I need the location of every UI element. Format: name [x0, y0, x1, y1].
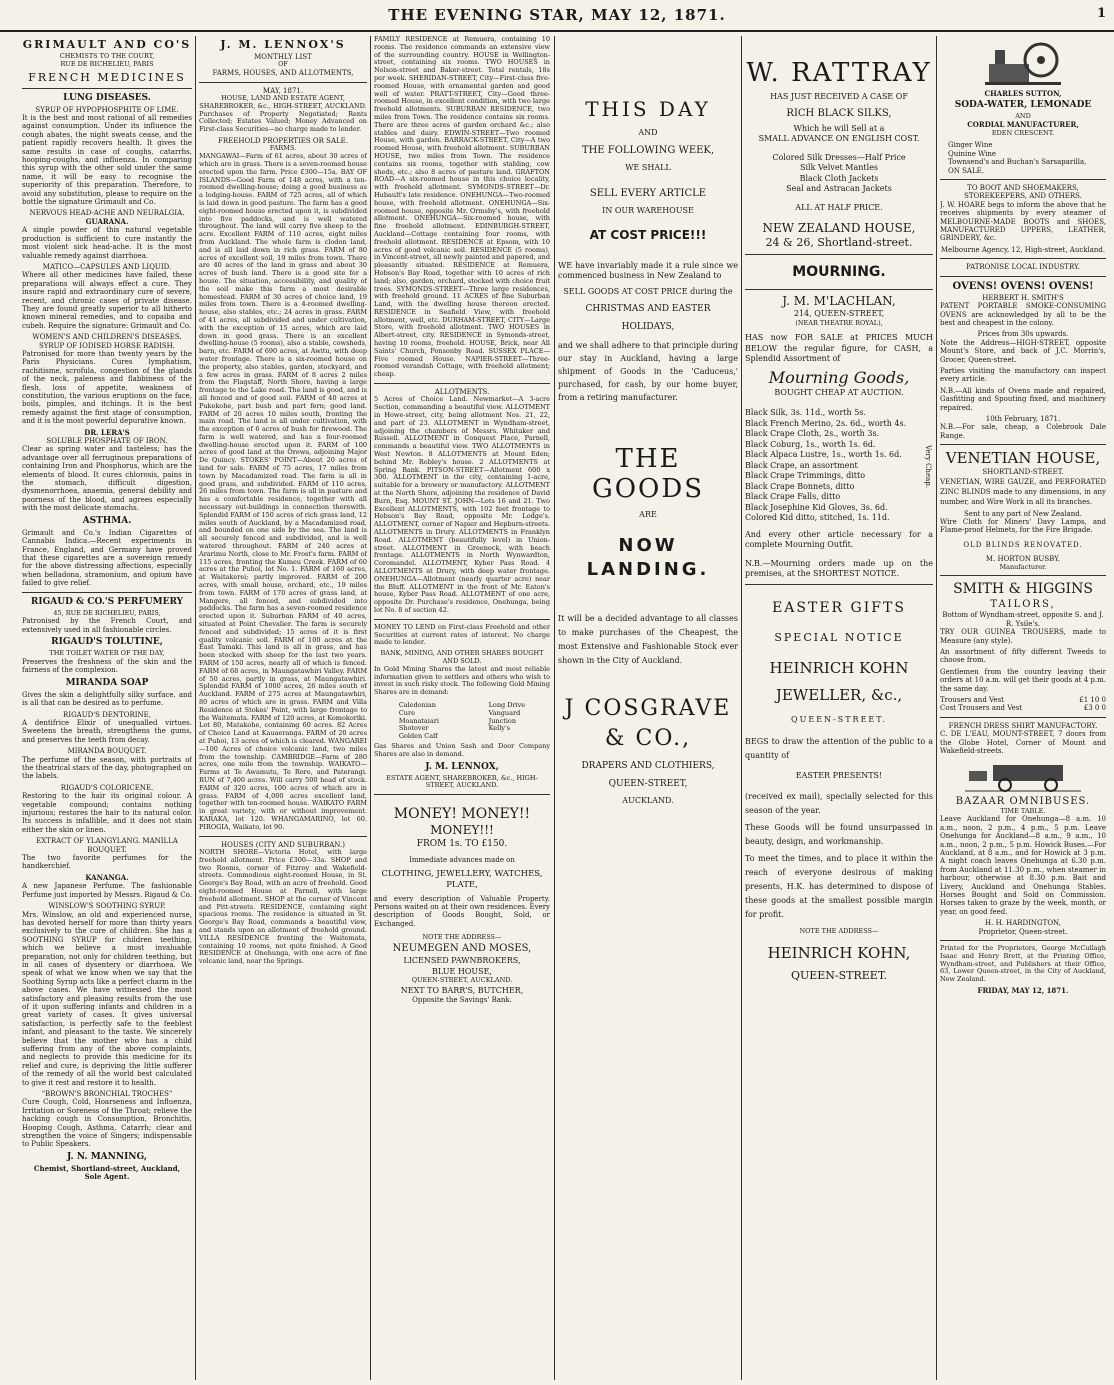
now-landing: NOW LANDING. — [586, 535, 710, 580]
cosgrave-auckland: AUCKLAND. — [622, 796, 674, 805]
following-week: THE FOLLOWING WEEK, — [581, 145, 715, 156]
ovens-head: OVENS! OVENS! OVENS! — [952, 280, 1094, 292]
lennox-agency: HOUSE, LAND AND ESTATE AGENT, SHAREBROKER, &c., HIGH-STREET, AUCKLAND. — [199, 94, 367, 110]
money-lend-text: MONEY TO LEND on First-class Freehold and other Securities at current rates of interest. No charge made to lender. — [374, 622, 550, 647]
price-row — [940, 696, 1106, 704]
patronise: PATRONISE LOCAL INDUSTRY. — [966, 263, 1080, 272]
price-row — [940, 704, 1106, 712]
footer-date: FRIDAY, MAY 12, 1871. — [977, 985, 1069, 995]
mourning-item: Black Crape Falls, ditto — [745, 492, 841, 502]
matico-head: MATICO—CAPSULES AND LIQUID. — [42, 262, 172, 271]
french-head: FRENCH DRESS SHIRT MANUFACTORY. — [948, 721, 1098, 730]
printed-text: Printed for the Proprietors, George McCullagh Isaac and Henry Brett, at the Printing Office, Wyndham-street, and Publishers at their Office, 63, Lower Queen-street, in the City of Auckland, New Zealand. — [940, 944, 1106, 984]
allotments-head: ALLOTMENTS. — [434, 388, 490, 397]
masthead-title: THE EVENING STAR, MAY 12, 1871. — [388, 6, 726, 24]
houses-head: HOUSES (CITY AND SUBURBAN.) — [221, 840, 345, 849]
matico-text: Where all other medicines have failed, these preparations will always effect a cure. They insure rapid and extraordinary cure of severe, recent, and chronic cases of private disease. They are found greatly superior to all hitherto known mineral remedies, and to copaiba and cubeb. Require the signature: Grimault and Co. — [22, 271, 192, 330]
mclachlan-addr: 214, QUEEN-STREET, — [793, 309, 885, 318]
toil-head: RIGAUD'S TOLUTINE, — [51, 637, 163, 648]
mourning-item: Black Crape Trimmings, ditto — [745, 471, 866, 481]
venetian-text: VENETIAN, WIRE GAUZE, and PERFORATED ZINC BLINDS made to any dimensions, in any number, and Wire Work in all its branches. — [940, 477, 1106, 506]
neumegen-name: NEUMEGEN AND MOSES, — [392, 942, 532, 954]
share-item: Moanataiari — [398, 716, 439, 725]
cordial: CORDIAL MANUFACTURER, — [967, 120, 1079, 130]
nz-house: NEW ZEALAND HOUSE, — [762, 221, 916, 235]
mourning-end: And every other article necessary for a complete Mourning Outfit. — [745, 529, 933, 550]
share-item: Cure — [398, 708, 415, 717]
drinks-list — [948, 141, 1098, 175]
mclachlan-name: J. M. M'LACHLAN, — [782, 294, 896, 308]
price-value: £3 0 0 — [1083, 704, 1106, 713]
price-item: Trousers and Vest — [940, 696, 1004, 705]
rattray-items — [745, 153, 933, 195]
sutton-name: CHARLES SUTTON, — [984, 89, 1062, 98]
page-number: 1 — [1096, 6, 1106, 21]
dento-head: RIGAUD'S DENTORINE, — [63, 710, 151, 719]
soda-water: SODA-WATER, LEMONADE — [954, 100, 1092, 111]
women-text: Patronised for more than twenty years by the Paris Physicians. Cures lymphatism, rachitisme, scrofula, congestion of the glands of the neck, paleness and flabbiness of the flesh, loss of appetite, weakness of constitution, the various eruptions on the face, boils, pimples, and itchings. It is the best remedy against the first stage of consumption, and it is the most powerful depurative known. — [22, 349, 192, 426]
lennox-title: J. M. LENNOX'S — [220, 38, 346, 51]
winslow-head: WINSLOW'S SOOTHING SYRUP. — [48, 902, 166, 911]
tailors: TAILORS, — [990, 599, 1056, 611]
grimault-addr: RUE DE RICHELIEU, PARIS — [60, 59, 154, 68]
houses-text: NORTH SHORE—Victoria Hotel, with large freehold allotment. Price £300—33a. SHOP and two Rooms, corner of Fitzroy and Wakefield-streets. Commodious eight-roomed House, in St. George's Bay Road, with an acre of freehold. Good eight-roomed House at Parnell, with large freehold allotment. SHOP at the corner of Vincent and Pitt-streets. RESIDENCE, containing eight spacious rooms. The residence is situated in St. George's Bay Road, commands a beautiful view, and stands upon an allotment of freehold ground. VILLA RESIDENCE fronting the Waitemata, containing 10 rooms, not quite finished. A Good RESIDENCE at Onehunga, with one acre of fine volcanic land, near the Springs. — [199, 847, 367, 966]
busby-name: M. HORTON BUSBY, — [985, 555, 1061, 564]
manning-name: J. N. MANNING, — [66, 1151, 148, 1162]
small-advance: SMALL ADVANCE ON ENGLISH COST. — [758, 134, 920, 143]
price-item: Cost Trousers and Vest — [940, 704, 1023, 713]
kohn-text3: These Goods will be found unsurpassed in beauty, design, and workmanship. — [745, 822, 933, 846]
smith-name: HERBERT H. SMITH'S — [982, 293, 1064, 302]
adhere-text: and we shall adhere to that principle during our stay in Auckland, having a large shipment of Goods in the 'Caduceus,' purchased, for cash, by our home buyer, from a retiring manufacturer. — [558, 341, 738, 402]
rattray-item: Silk Velvet Mantles — [799, 163, 879, 172]
lennox-sig: J. M. LENNOX, — [425, 761, 499, 772]
freehold-head: FREEHOLD PROPERTIES OR SALE. — [218, 137, 348, 145]
invariably-text: WE have invariably made it a rule since we commenced business in New Zealand to — [558, 261, 738, 280]
column-grimault — [22, 36, 192, 1380]
shares-list — [374, 700, 550, 743]
manning-sub: Chemist, Shortland-street, Auckland, — [33, 1163, 181, 1173]
cosgrave-queen: QUEEN-STREET, — [608, 779, 688, 789]
toil-sub: THE TOILET WATER OF THE DAY, — [49, 649, 165, 658]
rigaud-head: RIGAUD & CO.'S PERFUMERY — [30, 596, 184, 607]
mourning-list — [745, 408, 923, 524]
lennox-sub2: OF — [278, 60, 288, 69]
note-addr: Note the Address—HIGH-STREET, opposite Mount's Store, and back of J.C. Morrin's, Grocer, Queen-street. — [940, 338, 1106, 364]
kohn-note-addr: NOTE THE ADDRESS— — [799, 926, 879, 935]
column-lennox — [199, 36, 367, 1380]
harding-proprietor: Proprietor, Queen-street. — [978, 927, 1068, 936]
allotments-text: 5 Acres of Choice Land. Newmarket—A 3-acre Section, commanding a beautiful view. ALLOTMENT in Howe-street, city, being allotment Nos. 21, 22, and part of 23. ALLOTMENT in Wyndham-street, adjoining the chambers of Messrs. Whitaker and Russell. ALLOTMENT in Conquest Place, Parnell, commands a beautiful view. TWO ALLOTMENTS in West Newton. 8 ALLOTMENTS at Mount Eden; behind Mr. Robley's house. 2 ALLOTMENTS at Spring Bank. PITSON-STREET—Allotment 600 x 300. ALLOTMENT in the city, containing 1-acre, suitable for a brewery or manufactory. ALLOTMENT at the North Shore, adjoining the residence of David Burn, Esq. MOUNT ST. JOHN—Lots 16 and 21. Two Excellent ALLOTMENTS, with 102 feet frontage to Hobson's Bay Road, opposite Mr. Lodge's. ALLOTMENT, corner of Napier and Hepburn-streets. ALLOTMENTS in Drury. ALLOTMENTS in Franklyn Road. ALLOTMENT (beautifully level) in Union-street. ALLOTMENT in Greenock, with beach frontage. ALLOTMENTS in North Wynwardton, Coromandel. ALLOTMENT, Kyber Pass Road. 4 ALLOTMENTS at Drury, with deep water frontage. ONEHUNGA—Allotment (nearly quarter acre) near the Bluff. ALLOTMENT in the front of Mr. Eaton's house, Kyber Pass Road. ALLOTMENT of one acre, opposite Dr. Purchase's residence, Onehunga, being lot No. 8 of section 42. — [374, 395, 550, 614]
rattray-item: Black Cloth Jackets — [799, 173, 879, 183]
smith-higgins: SMITH & HIGGINS — [953, 581, 1093, 598]
the-goods: THE GOODS — [591, 444, 705, 504]
mourning-head: MOURNING. — [792, 264, 886, 280]
money-items: CLOTHING, JEWELLERY, WATCHES, PLATE, — [381, 868, 543, 890]
kohn-queen-2: QUEEN-STREET. — [790, 968, 888, 982]
patent-text: PATENT PORTABLE SMOKE-CONSUMING OVENS are acknowledged by all to be the best and cheapest in the colony. — [940, 302, 1106, 327]
farm-text: MANGAWAI—Farm of 61 acres, about 30 acres of which are in grass. There is a seven-roomed house erected upon the farm. Price £300—15a. BAY OF ISLANDS—Good Farm of 148 acres, with a ten-roomed dwelling-house; doing a good business as a lodging-house. FARM of 725 acres, all of which is laid down in good pasture. The farm has a good eight-roomed house erected upon it, is subdivided into five paddocks, and is well watered throughout. The land will carry five sheep to the acre. Excellent FARM of 110 acres, eight miles from Auckland. The whole farm is clodon land, and is all laid down in rich grass. FARM of 80 acres of excellent soil, 19 miles from town. There are 40 acres of the land in grass and about 30 acres of bush land. There is a good site for a house. The situation, accessibility, and quality of the soil make this farm a most desirable homestead. FARM of 30 acres of choice land, 19 miles from town. There is a 4-roomed dwelling-house, also stables, etc.; 24 acres in grass. FARM of 41 acres, all subdivided and under cultivation, with the exception of 15 acres, which are laid down in good grass. There is an excellent dwelling-house (5 rooms), also a stable, cowsheds, barn, etc. FARM of 690 acres, at Awitu, with deep water frontage. There is a six-roomed house on the property, also stables, garden, stockyard, and a few acres in grass. FARM of 8 acres 2 miles from the Flagstaff, North Shore, having a large frontage to the Lake road. The land is good, and is all fenced and of good soil. FARM of 40 acres at Pukekohe, part bush and part fern; good land. FARM of 20 acres 10 miles south, fronting the main road. The land is all under cultivation, with the exception of 6 acres of bush for firewood. The farm is well watered, and has a four-roomed dwelling-house erected upon it. FARM of 100 acres of good land at the Orewa, adjoining Major De Quincy. STOKES' POINT—About 20 acres of land for sale. FARM of 75 acres, 17 miles from town by Macadamized road. The farm is all in good grass, and subdivided. FARM of 110 acres, 26 miles from town. The farm is all in pasture and has a comfortable residence, together with all necessary out-buildings in connection therewith. Splendid FARM of 150 acres of rich grass land, 12 miles south of Auckland, by a Macadamized road, and bounded on one side by the sea. The land is all securely fenced and subdivided, and is well watered throughout. FARM of 240 acres at Ararimu North, close to Mr. Frost's farm. FARM of 115 acres, fronting the Kumeu Creek. FARM of 60 acres at the Puhoi, lot No. 1. FARM of 160 acres, at Waitakerei; partly improved. FARM of 200 acres, with small house, orchard, etc., 19 miles from town. FARM of 170 acres of grass land, at Mangere, all fenced, and subdivided into paddocks. The farm has a seven-roomed residence erected upon it. Suburban FARM of 40 acres, situated at Point Chevalier. The farm is securely fenced and subdivided; 15 acres of it is first quality volcanic soil. FARM of 100 acres at the East Tamaki. This land is all in grass, and has been stocked with sheep for the last two years. FARM of 150 acres, nearly all of which is fenced. FARM of 68 acres, in Maungatawhiri Valley. FARM of 50 acres, partly in grass, at Maungatawhiri. Splendid FARM of 1000 acres, 26 miles south of Auckland. FARM of 275 acres at Maungatawhiri, 80 acres of which are in grass. FARM and Villa Residence at Stokes' Point, with large frontage to the Waitemata. FARM of 120 acres, at Komokoriki. Lot 80, Matakohe, containing 60 acres. 82 Acres of Choice Land at Kauaeranga. FARM of 20 acres at Puhoi, 13 acres of which is cleared. WANGAREI—100 Acres of choice volcanic land, two miles from the township. CAMBRIDGE—Farm of 280 acres, one mile from the township. WAIKATO—Farms at Te Awamutu, Te Rore, and Paterangi. RUN of 7,400 acres. Will carry 500 head of stock. FARM of 320 acres, 100 acres of which are in grass. FARM of 4,000 acres excellent land, together with ten-roomed house. WAIKATO FARM in great variety, with or without improvement. KARAKA, lot 120. WHANGAMARINO, lot 60. PIROGIA, Waikato, lot 90. — [199, 152, 367, 831]
lennox-sub3: FARMS, HOUSES, AND ALLOTMENTS, — [212, 69, 354, 78]
rattray-name: W. RATTRAY — [746, 58, 932, 88]
old-blinds: OLD BLINDS RENOVATED. — [963, 540, 1083, 549]
kananga-text: A new Japanese Perfume. The fashionable Perfume just imported by Messrs. Rigaud & Co. — [22, 882, 192, 899]
drink-item: Townsend's and Buchan's Sarsaparilla, ON SALE. — [948, 158, 1087, 175]
venetian-house: VENETIAN HOUSE, — [945, 449, 1101, 468]
special-notice: SPECIAL NOTICE — [774, 630, 904, 644]
harding-name: H. H. HARDINGTON, — [985, 919, 1061, 928]
lennox-sub1: MONTHLY LIST — [254, 53, 312, 61]
share-item: Golden Calf — [398, 732, 438, 741]
guarana-head: GUARANA. — [85, 216, 129, 226]
kananga-head: KANANGA. — [85, 872, 129, 882]
gas-text: Gas Shares and Union Sash and Door Company Shares are also in demand. — [374, 741, 550, 758]
heinrich-kohn-2: HEINRICH KOHN, — [767, 943, 911, 962]
lung-head: LUNG DISEASES. — [63, 92, 151, 103]
silks-sold: Which he will Sell at a — [793, 123, 885, 133]
hoare-text: J. W. HOARE begs to inform the above that he receives shipments by every steamer of MELBOURNE-MADE BOOTS and SHOES, MANUFACTURED UPPERS, LEATHER, GRINDERY, &c. — [940, 200, 1106, 243]
winslow-text: Mrs. Winslow, an old and experienced nurse, has devoted herself for more than thirty years exclusively to the cure of children. She has a SOOTHING SYRUP for children teething, which we believe a most invaluable preparation, not only for children teething, but in all cases of dysentery or diarrhoea. We speak of what we know when we say that the Soothing Syrup acts like a perfect charm in the above cases. We have witnessed the most satisfactory and pleasing results from the use of it upon suffering infants and children in a great variety of cases. It gives universal satisfaction, is perfectly safe to the feeblest infant, and pleasant to the taste. We sincerely believe that the mother who has a child suffering from any of the above complaints, and neglects to provide this medicine for its relief and cure, is depriving the little sufferer of the remedy of all the world best calculated to give it rest and restore it to health. — [22, 910, 192, 1087]
color-text: Restoring to the hair its original colour. A vegetable compound; contains nothing injurious; restores the hair to its natural color. Its success is infallible, and it does not stain either the skin or linen. — [22, 792, 192, 834]
sutton-and: AND — [1015, 112, 1031, 121]
guinea-text: TRY OUR GUINEA TROUSERS, made to Measure (any style). — [940, 628, 1106, 645]
cost-price: AT COST PRICE!!! — [589, 228, 707, 242]
very-cheap: Very Cheap. — [924, 444, 932, 488]
money-from: FROM 1s. TO £150. — [416, 839, 508, 850]
lera-text: Clear as spring water and tasteless; has the advantage over all ferruginous preparations of containing Iron and Phosphorus, which are the elements of blood. It cures chlorosis, pains in the stomach, difficult digestion, dysmenorrhoea, anaemia, general debility and poorness of the blood, and agrees especially with the most delicate stomachs. — [22, 445, 192, 513]
drapers: DRAPERS AND CLOTHIERS, — [581, 761, 715, 771]
sell-every: SELL EVERY ARTICLE — [589, 188, 707, 199]
easter-presents: EASTER PRESENTS! — [795, 771, 883, 781]
asthma-text: Grimault and Co.'s Indian Cigarettes of Cannabis Indica.—Recent experiments in France, England, and Germany have proved that these cigarettes are a sovereign remedy for the above distressing affections, especially when belladona, stramonium, and opium have failed to give relief. — [22, 528, 192, 588]
asthma-head: ASTHMA. — [82, 515, 132, 526]
cosgrave-name: J COSGRAVE & CO., — [564, 696, 732, 751]
grimault-title: GRIMAULT AND CO'S — [22, 38, 192, 51]
share-item: Junction — [488, 716, 517, 725]
gentlemen-text: Gentlemen from the country leaving their orders at 10 a.m. will get their goods at 4 p.m. the same day. — [940, 667, 1106, 693]
money-adv: Immediate advances made on — [409, 856, 515, 865]
rattray-recv: HAS JUST RECEIVED A CASE OF — [770, 92, 908, 101]
money-head: MONEY! MONEY!! — [393, 806, 531, 823]
lennox-intro: Purchases of Property Negotiated; Rents Collected; Estates Valued; Money Advanced on First-class Securities—no charge made to lender. — [199, 109, 367, 134]
next-to: NEXT TO BARR'S, BUTCHER, — [400, 985, 524, 995]
bank-text: In Gold Mining Shares the latest and most reliable information given to settlers and others who wish to invest in such risky stock. The following Gold Mining Shares are in demand: — [374, 664, 550, 697]
opposite-bank: Opposite the Savings' Bank. — [412, 995, 512, 1004]
share-item: Long Drive — [488, 700, 526, 709]
rattray-item: Colored Silk Dresses—Half Price — [772, 152, 906, 162]
lennox-date: MAY, 1871. — [262, 86, 304, 95]
advantage-text: It will be a decided advantage to all classes to make purchases of the Cheapest, the most Extensive and Fashionable Stock ever shown in the City of Auckland. — [558, 614, 738, 665]
eden-crescent: EDEN CRESCENT. — [991, 128, 1055, 137]
bronchial-text: Cure Cough, Cold, Hoarseness and Influenza, Irritation or Soreness of the Throat; relieve the hacking cough in Consumption, Bronchitis, Hooping Cough, Asthma, Catarrh; clear and strengthen the voice of Singers; indispensable to Public Speakers. — [22, 1098, 192, 1149]
are-text: ARE — [639, 510, 657, 519]
time-table: TIME TABLE. — [1000, 806, 1046, 815]
manning-agent: Sole Agent. — [84, 1172, 130, 1182]
mourning-goods: Mourning Goods, — [768, 367, 910, 387]
column-rattray — [745, 36, 933, 1380]
bronchial-head: "BROWN'S BRONCHIAL TROCHES" — [41, 1090, 173, 1099]
women-head: WOMEN'S AND CHILDREN'S DISEASES. SYRUP OF IODISED HORSE RADISH. — [32, 333, 182, 350]
mourning-item: Black Coburg, 1s., worth 1s. 6d. — [745, 439, 876, 449]
rattray-item: Seal and Astracan Jackets — [786, 184, 892, 193]
bus-text: Leave Auckland for Onehunga—8 a.m. 10 a.m., noon, 2 p.m., 4 p.m., 5 p.m. Leave Onehunga for Auckland—8 a.m., 9 a.m., 10 a.m., noon, 2 p.m., 5 p.m. Howick Buses.—For Auckland, at 8 a.m., and for Howick at 3 p.m. A night coach leaves Onehunga at 6.30 p.m. from Auckland at 11.30 p.m., when steamer in harbour, otherwise at 8.30 p.m. Bait and Livery, Auckland and Onehunga Stables. Horses Bought and Sold on Commission. Horses taken to graze by the week, month, or year, on good feed. — [940, 815, 1106, 916]
drink-item: Ginger Wine — [948, 141, 993, 150]
bazaar-omnibuses: BAZAAR OMNIBUSES. — [955, 795, 1091, 807]
parties-text: Parties visiting the manufactory can inspect every article. — [940, 366, 1106, 384]
share-item: Kelly's — [488, 724, 511, 733]
half-price: ALL AT HALF PRICE. — [795, 202, 883, 212]
mourning-item: Black French Merino, 2s. 6d., worth 4s. — [745, 418, 907, 428]
mourning-nb: N.B.—Mourning orders made up on the premises, at the SHORTEST NOTICE. — [745, 558, 933, 579]
color-head: RIGAUD'S COLORICENE. — [60, 783, 154, 792]
kohn-text2: (received ex mail), specially selected for this season of the year. — [745, 791, 933, 815]
kohn-text: BEGS to draw the attention of the public to a quantity of — [745, 737, 933, 761]
leau-text: C. DE L'EAU, MOUNT-STREET, 7 doors from the Globe Hotel, Corner of Mount and Wakefield-streets. — [940, 730, 1106, 756]
nb2-text: N.B.—For sale, cheap, a Colebrook Dale Range. — [940, 423, 1106, 440]
mourning-list-wrap — [745, 406, 933, 526]
rigaud-text: Patronised by the French Court, and extensively used in all fashionable circles. — [22, 617, 192, 634]
grimault-sub: CHEMISTS TO THE COURT, — [59, 52, 155, 60]
mourning-item: Black Crape, an assortment — [745, 460, 858, 470]
guarana-text: A single powder of this natural vegetable production is sufficient to cure instantly the most violent sick head-ache. It is the most valuable remedy against diarrhoea. — [22, 226, 192, 260]
queen-street: QUEEN-STREET, AUCKLAND. — [411, 975, 513, 984]
nb1-text: N.B.—All kinds of Ovens made and repaired, Gasfitting and Spouting fixed, and machinery repaired. — [940, 386, 1106, 412]
warehouse: IN OUR WAREHOUSE — [602, 206, 694, 215]
column-property — [374, 36, 550, 1380]
rigaud-addr: 45, RUE DE RICHELIEU, PARIS, — [53, 608, 161, 617]
toil-text: Preserves the freshness of the skin and the fairness of the complexion. — [22, 657, 192, 675]
share-item: Vanguard — [488, 708, 521, 717]
syrup-text: It is the best and most rational of all remedies against consumption. Under its influence the cough abates, the night sweats cease, and the patient rapidly recovers health. It gives the same results in case of coughs, catarrhs, hooping-coughs, and influenza. In comparing this syrup with the other sold under the same name, it will be easy to recognise the superiority of this preparation. Therefore, to avoid any substitution, please to require on the bottle the signature Grimault and Co. — [22, 114, 192, 207]
boot-head: TO BOOT AND SHOEMAKERS, STOREKEEPERS, AND OTHERS. — [964, 184, 1082, 201]
wire-text: Wire Cloth for Miners' Davy Lamps, and Flame-proof Helmets, for the Fire Brigade. — [940, 518, 1106, 535]
bouquet-head: MIRANDA BOUQUET. — [67, 747, 147, 756]
assort-text: An assortment of fifty different Tweeds to choose from. — [940, 648, 1106, 665]
this-day: THIS DAY — [585, 97, 711, 121]
price-value: £1 10 0 — [1079, 696, 1106, 705]
nz-address: 24 & 26, Shortland-street. — [765, 236, 913, 249]
busby-manufacturer: Manufacturer. — [999, 562, 1047, 571]
lennox-sig2: ESTATE AGENT, SHAREBROKER, &c., HIGH-STREET, AUCKLAND. — [386, 773, 538, 790]
column-cosgrave — [558, 36, 738, 1380]
black-silks: RICH BLACK SILKS, — [786, 107, 892, 119]
bank-head: BANK, MINING, AND OTHER SHARES BOUGHT AND SOLD. — [380, 649, 544, 665]
neumegen-sub: LICENSED PAWNBROKERS, — [403, 955, 521, 965]
prices-text: Prices from 30s upwards. — [977, 330, 1069, 339]
hoare-agency: Melbourne Agency, 12, High-street, Auckland. — [940, 245, 1106, 254]
sell-goods: SELL GOODS AT COST PRICE during the — [563, 287, 733, 296]
mourning-item: Black Alpaca Lustre, 1s., worth 1s. 6d. — [745, 450, 902, 460]
christmas-easter: CHRISTMAS AND EASTER — [585, 304, 711, 314]
column-sutton — [940, 36, 1106, 1380]
omnibus-illustration — [963, 759, 1083, 793]
share-item: Shotover — [398, 724, 429, 733]
jeweller: JEWELLER, &c., — [775, 685, 903, 704]
blue-house: BLUE HOUSE, — [431, 966, 493, 976]
easter-gifts: EASTER GIFTS — [772, 599, 906, 616]
kohn-text4: To meet the times, and to place it within the reach of everyone desirous of making presents, H.K. has determined to dispose of these goods at the smallest possible margin for profit. — [745, 853, 933, 919]
mourning-item: Black Crape Cloth, 2s., worth 3s. — [745, 429, 880, 439]
mourning-item: Black Silk, 3s. 11d., worth 5s. — [745, 408, 866, 418]
money-head2: MONEY!!! — [430, 823, 494, 838]
nervous-head: NERVOUS HEAD-ACHE AND NEURALGIA. — [29, 209, 185, 218]
venetian-sent: Sent to any part of New Zealand. — [964, 509, 1082, 518]
holidays: HOLIDAYS, — [621, 322, 675, 332]
share-item: Caledonian — [398, 700, 436, 709]
note-address: NOTE THE ADDRESS— — [422, 933, 502, 942]
venetian-shortland: SHORTLAND-STREET. — [982, 468, 1064, 477]
ylang-text: The two favorite perfumes for the handkerchief. — [22, 854, 192, 871]
dento-text: A dentifrice Elixir of unequalled virtues. Sweetens the breath, strengthens the gums, and preserves the teeth from decay. — [22, 718, 192, 744]
heinrich-kohn: HEINRICH KOHN — [769, 658, 909, 677]
mourning-item: Black Crape Bonnets, ditto — [745, 481, 855, 491]
miranda-text: Gives the skin a delightfully silky surface, and is all that can be desired as to perfume. — [22, 690, 192, 708]
tailors-addr: Bottom of Wyndham-street, opposite S. and J. R. Ysile's. — [942, 611, 1104, 628]
bought-cheap: BOUGHT CHEAP AT AUCTION. — [774, 387, 904, 397]
property-top-text: FAMILY RESIDENCE at Remuera, containing 10 rooms. The residence commands an extensive view of the surrounding country. HOUSE in Wellington-street, containing six rooms. TWO HOUSES in Nelson-street and Baker-street. Total rentals, 18s per week. SHERIDAN-STREET, City—First-class five-roomed House, with ornamental garden and good well of water. PRATT-STREET, City—Good three-roomed House, in excellent condition, with two large freehold allotments. SUBURBAN RESIDENCE, two miles from Town. The residence contains six rooms. There are three acres of garden orchard &c.; also stables and dairy. EDWIN-STREET—Two roomed House, with garden. BARRACK-STREET, City—A two roomed House, with freehold allotment. SUBURBAN HOUSE, two miles from Town. The residence contains six rooms, together with stabling, cow sheds, etc.; also 8 acres of pasture land. GRAFTON ROAD—A six-roomed house in this choice locality, with freehold allotment. SYMONDS-STREET—Dr. Hubault's late residence. ONEHUNGA—Two-roomed house, with freehold allotment. ONEHUNGA—Six-roomed house, opposite Mr. Ormsby's, with freehold allotment. ONEHUNGA—Six-roomed house, with fine freehold allotment. EDINBURGH-STREET, Auckland—Cottage containing four rooms, with freehold allotment. RESIDENCE at Epsom, with 10 acres of good volcanic soil. RESIDENCE (5 rooms), in Vincent-street, all newly painted and papered, and pleasantly situated. RESIDENCE at Remuera, Hobson's Bay Road, together with 10 acres of rich land; also, garden, orchard, stocked with choice fruit trees. SYMONDS-STREET—Three large residences, with freehold ground. 11 ACRES of fine Suburban Land, with the dwelling house thereon erected. RESIDENCE in Seafield View, with freehold allotment, well, etc. DURHAM-STREET, CITY—Large Store, with freehold allotment. TWO HOUSES in Albert-street, city. RESIDENCE in Symonds-street, having 10 rooms, freehold. HOUSE, Brick, near All Saints' Church, Ponsonby Road. SUSSEX PLACE—Five roomed House. NAPIER-STREET—Three-roomed verandah Cottage, with freehold allotment; cheap. — [374, 36, 550, 379]
miranda-head: MIRANDA SOAP — [65, 677, 149, 688]
drink-item: Quinine Wine — [948, 149, 997, 158]
machine-illustration — [983, 38, 1063, 88]
mclachlan-near: (NEAR THEATRE ROYAL), — [795, 318, 883, 327]
kohn-queen: QUEEN-STREET. — [791, 714, 887, 724]
mourning-item: Black Josephine Kid Gloves, 3s. 6d. — [745, 502, 888, 512]
mclachlan-text: HAS now FOR SALE at PRICES MUCH BELOW the regular figure, for CASH, a Splendid Assortment of — [745, 333, 933, 364]
money-desc: and every description of Valuable Property. Persons waited on at their own residences. Every description of Goods Bought, Sold, or Exchanged. — [374, 894, 550, 928]
grimault-med: FRENCH MEDICINES — [28, 70, 186, 84]
lera-head: DR. LERA'S — [84, 427, 130, 437]
and-text: AND — [638, 128, 658, 137]
mourning-item: Colored Kid ditto, stitched, 1s. 11d. — [745, 513, 890, 523]
farms-head: FARMS. — [269, 144, 297, 153]
ylang-head: EXTRACT OF YLANGYLANG. MANILLA BOUQUET. — [36, 837, 178, 854]
we-shall: WE SHALL — [625, 163, 671, 172]
oven-date: 10th February, 1871. — [985, 414, 1061, 423]
bouquet-text: The perfume of the season, with portraits of the theatrical stars of the day, photographed on the labels. — [22, 755, 192, 781]
lera-sub: SOLUBLE PHOSPHATE OF IRON. — [46, 437, 168, 446]
masthead — [0, 0, 1114, 32]
syrup-head: SYRUP OF HYPOPHOSPHITE OF LIME. — [35, 105, 179, 114]
